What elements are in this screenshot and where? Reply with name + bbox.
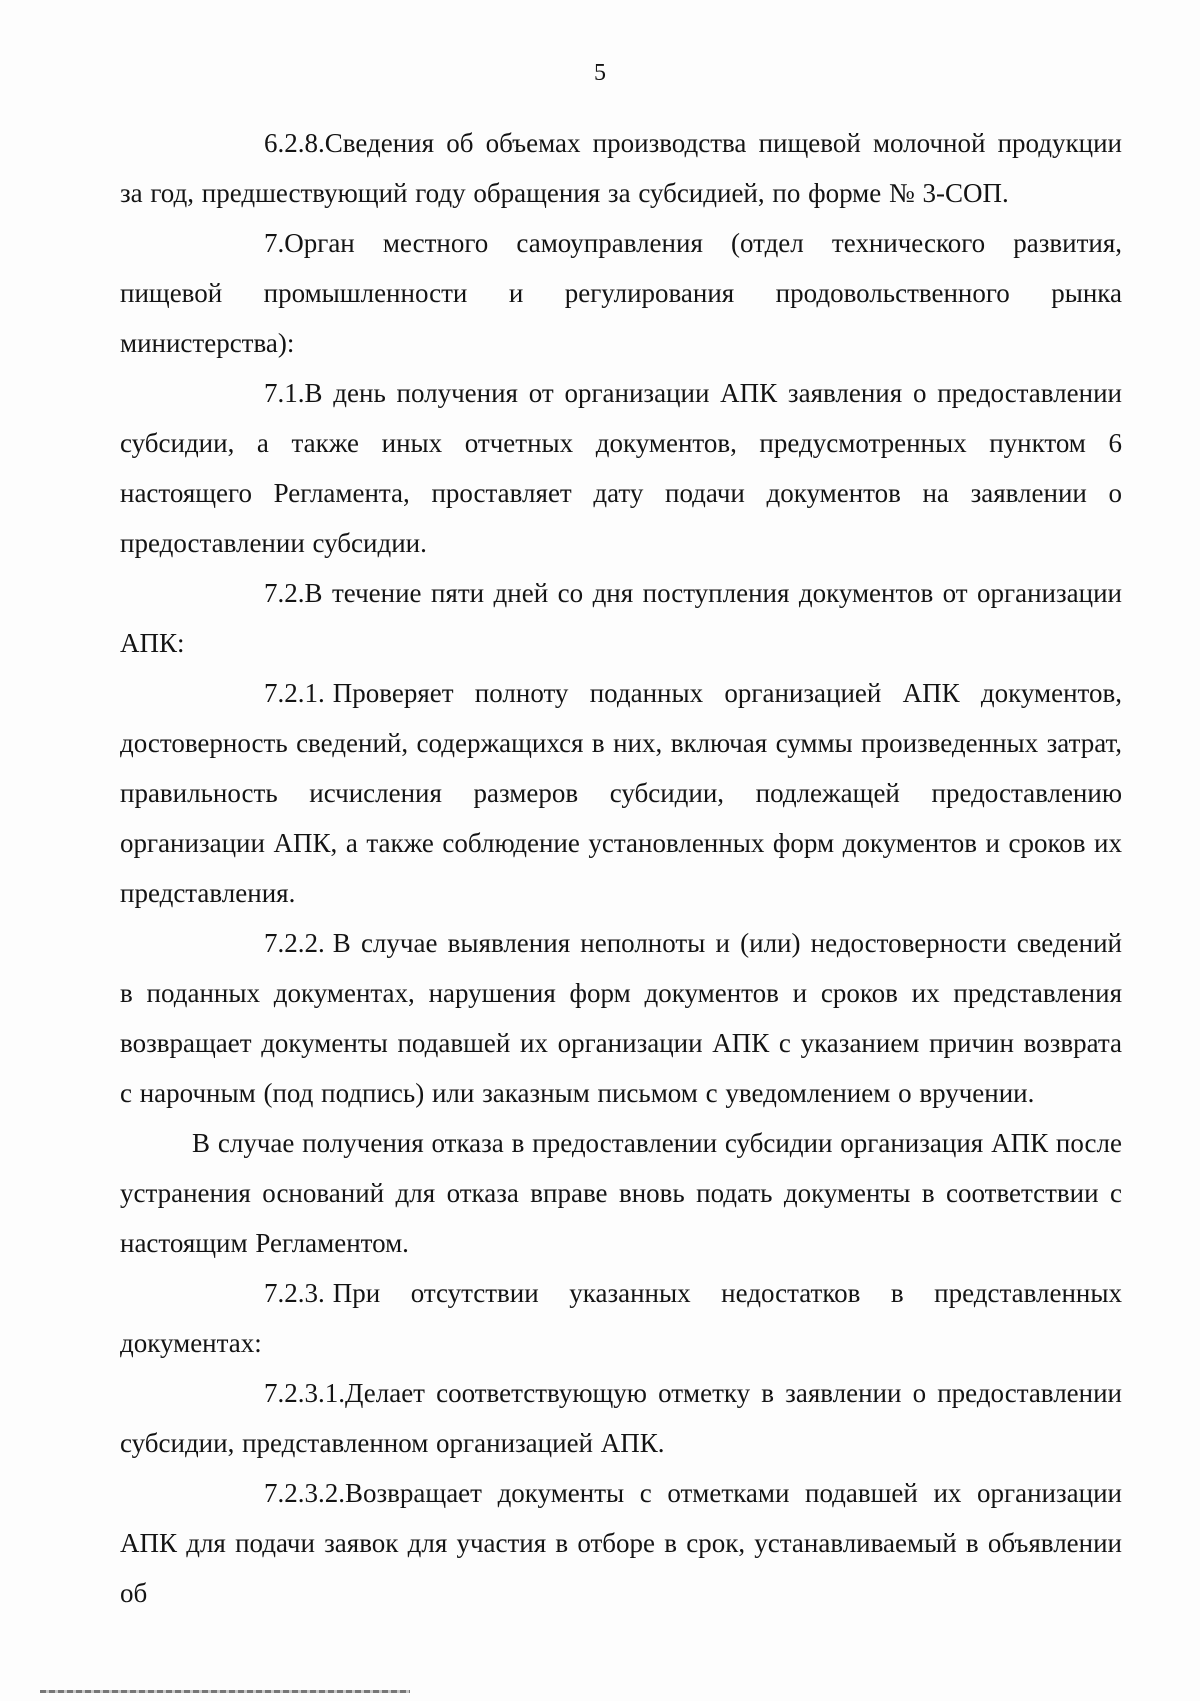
paragraph-text: Делает соответствующую отметку в заявлении о предоставлении субсидии, представленном организацией АПК. — [120, 1378, 1122, 1458]
document-body — [120, 118, 1122, 1618]
paragraph-number: 7.2. — [264, 578, 305, 608]
paragraph-7-2-1 — [120, 668, 1122, 918]
paragraph-text: Возвращает документы с отметками подавшей их организации АПК для подачи заявок для участия в отборе в срок, устанавливаемый в объявлении об — [120, 1478, 1122, 1608]
paragraph-text: В случае выявления неполноты и (или) недостоверности сведений в поданных документах, нарушения форм документов и сроков их представления возвращает документы подавшей их организации АПК с указанием причин возврата с нарочным (под подпись) или заказным письмом с уведомлением о вручении. — [120, 928, 1122, 1108]
paragraph-number: 7.2.3. — [264, 1278, 325, 1308]
paragraph-number: 7.1. — [264, 378, 305, 408]
paragraph-number: 7.2.3.2. — [264, 1478, 345, 1508]
paragraph-number: 7.2.2. — [264, 928, 325, 958]
paragraph-text: В течение пяти дней со дня поступления документов от организации АПК: — [120, 578, 1122, 658]
paragraph-7-2-2 — [120, 918, 1122, 1118]
paragraph-7-2-3-1 — [120, 1368, 1122, 1468]
paragraph-7-1 — [120, 368, 1122, 568]
paragraph-number: 7.2.3.1. — [264, 1378, 345, 1408]
scan-edge-artifact — [40, 1690, 410, 1693]
paragraph-7 — [120, 218, 1122, 368]
paragraph-7-2 — [120, 568, 1122, 668]
paragraph-text: При отсутствии указанных недостатков в представленных документах: — [120, 1278, 1122, 1358]
paragraph-6-2-8 — [120, 118, 1122, 218]
paragraph-text: В день получения от организации АПК заявления о предоставлении субсидии, а также иных отчетных документов, предусмотренных пунктом 6 настоящего Регламента, проставляет дату подачи документов на заявлении о предоставлении субсидии. — [120, 378, 1122, 558]
paragraph-text: В случае получения отказа в предоставлении субсидии организация АПК после устранения оснований для отказа вправе вновь подать документы в соответствии с настоящим Регламентом. — [120, 1128, 1122, 1258]
paragraph-text: Сведения об объемах производства пищевой молочной продукции за год, предшествующий году обращения за субсидией, по форме № 3-СОП. — [120, 128, 1122, 208]
paragraph-number: 7.2.1. — [264, 678, 325, 708]
page-number: 5 — [594, 60, 606, 86]
paragraph-text: Орган местного самоуправления (отдел технического развития, пищевой промышленности и регулирования продовольственного рынка министерства): — [120, 228, 1122, 358]
paragraph-7-2-3 — [120, 1268, 1122, 1368]
paragraph-refusal — [120, 1118, 1122, 1268]
paragraph-number: 6.2.8. — [264, 128, 325, 158]
paragraph-text: Проверяет полноту поданных организацией АПК документов, достоверность сведений, содержащихся в них, включая суммы произведенных затрат, правильность исчисления размеров субсидии, подлежащей предоставлению организации АПК, а также соблюдение установленных форм документов и сроков их представления. — [120, 678, 1122, 908]
paragraph-number: 7. — [264, 228, 285, 258]
paragraph-7-2-3-2 — [120, 1468, 1122, 1618]
